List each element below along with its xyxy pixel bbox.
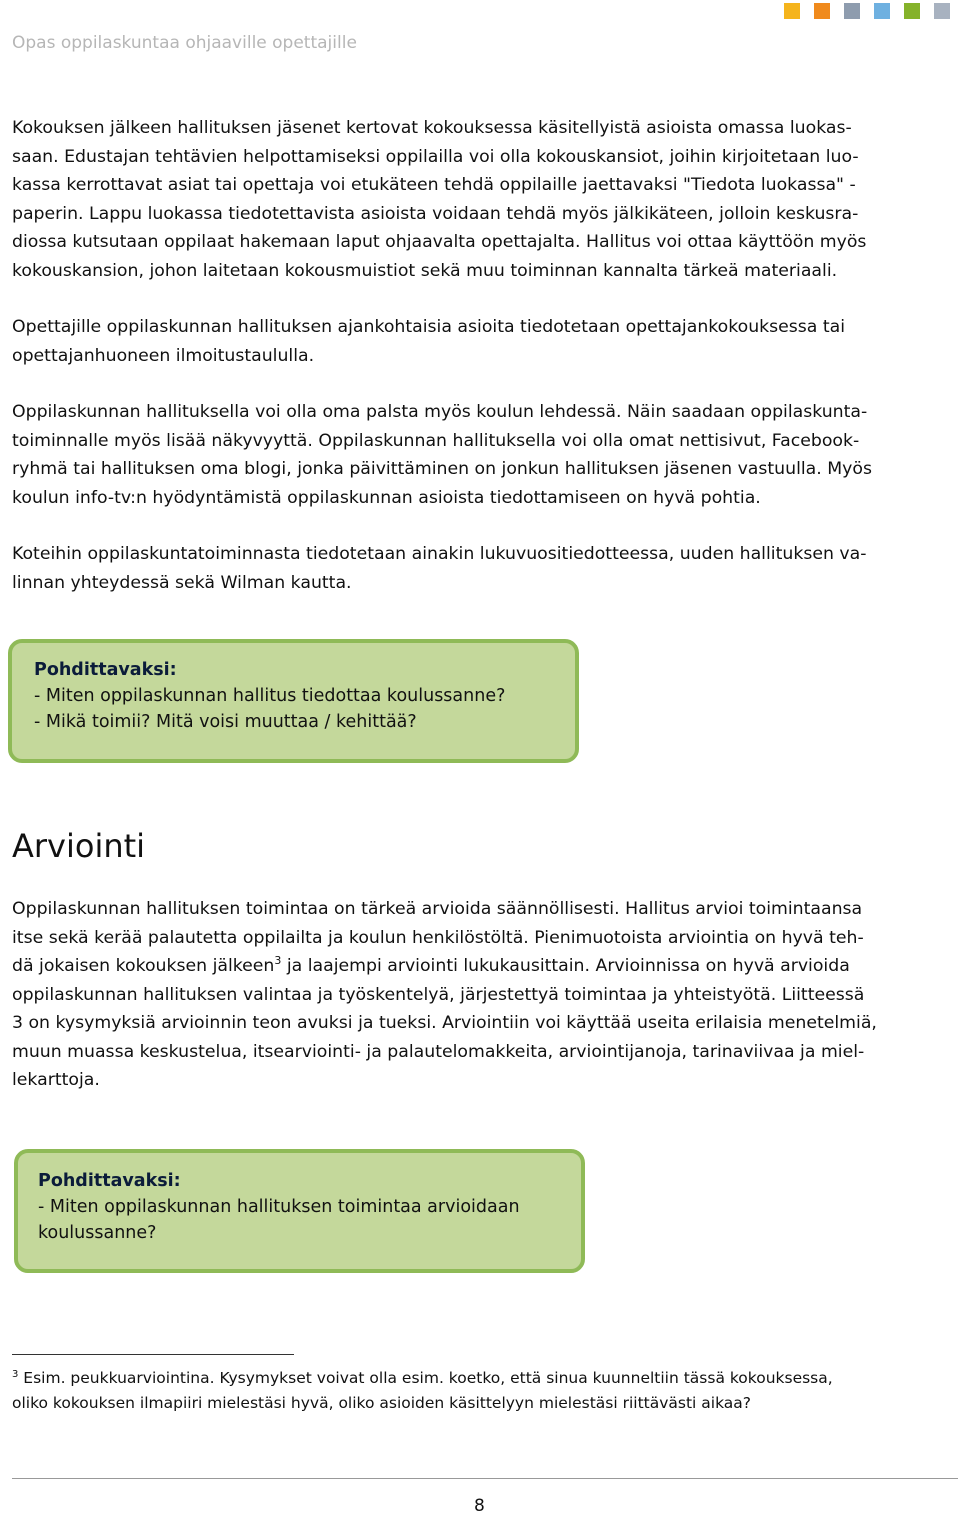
reflection-question: - Mikä toimii? Mitä voisi muuttaa / kehittää? — [34, 712, 417, 732]
reflection-box-evaluation — [14, 1149, 585, 1273]
section-heading: Arviointi — [12, 827, 146, 865]
footnote-line: oliko kokouksen ilmapiiri mielestäsi hyvä, oliko asioiden käsittelyyn mielestäsi riittävästi aikaa? — [12, 1394, 752, 1412]
text-line: toiminnalle myös lisää näkyvyyttä. Oppilaskunnan hallituksella voi olla omat nettisivut, Facebook- — [12, 430, 860, 451]
paragraph-school-media — [12, 398, 950, 512]
text-segment: dä jokaisen kokouksen jälkeen — [12, 956, 275, 976]
footnote-reference[interactable]: 3 — [274, 954, 282, 968]
reflection-question: koulussanne? — [38, 1223, 157, 1243]
text-line: Koteihin oppilaskuntatoiminnasta tiedotetaan ainakin lukuvuositiedotteessa, uuden hallituksen va- — [12, 544, 867, 564]
text-line: Opettajille oppilaskunnan hallituksen ajankohtaisia asioita tiedotetaan opettajankokouksessa tai — [12, 317, 846, 337]
green-square — [904, 3, 920, 19]
text-line: opettajanhuoneen ilmoitustaululla. — [12, 345, 315, 366]
text-line: oppilaskunnan hallituksen valintaa ja työskentelyä, järjestettyä toimintaa ja yhteistyötä. Liitteessä — [12, 984, 865, 1005]
paragraph-homes-info — [12, 540, 950, 597]
text-line: linnan yhteydessä sekä Wilman kautta. — [12, 572, 352, 593]
paragraph-teachers-info — [12, 313, 950, 370]
reflection-box-title: Pohdittavaksi: — [34, 660, 177, 680]
page-number: 8 — [474, 1496, 485, 1516]
gray-square — [844, 3, 860, 19]
header-color-squares — [784, 3, 950, 19]
reflection-box-communication — [8, 639, 579, 763]
reflection-box-title: Pohdittavaksi: — [38, 1171, 181, 1191]
text-line: koulun info-tv:n hyödyntämistä oppilaskunnan asioista tiedottamiseen on hyvä pohtia. — [12, 487, 761, 508]
text-line: Kokouksen jälkeen hallituksen jäsenet kertovat kokouksessa käsitellyistä asioista omassa luokas- — [12, 118, 852, 138]
text-line: ryhmä tai hallituksen oma blogi, jonka päivittäminen on jonkun hallituksen jäsenen vastuulla. Myös — [12, 459, 872, 479]
text-line: kokouskansion, johon laitetaan kokousmuistiot sekä muu toiminnan kannalta tärkeä materiaali. — [12, 260, 838, 281]
text-line: muun muassa keskustelua, itsearviointi- ja palautelomakkeita, arviointijanoja, tarinaviivaa ja miel- — [12, 1041, 865, 1062]
text-line: Oppilaskunnan hallituksen toimintaa on tärkeä arvioida säännöllisesti. Hallitus arvioi toimintaansa — [12, 899, 863, 919]
text-line: 3 on kysymyksiä arvioinnin teon avuksi ja tueksi. Arviointiin voi käyttää useita erilaisia menetelmiä, — [12, 1013, 877, 1033]
footnote-marker: 3 — [12, 1368, 19, 1380]
yellow-square — [784, 3, 800, 19]
footer-rule — [12, 1478, 958, 1479]
text-segment: ja laajempi arviointi lukukausittain. Arvioinnissa on hyvä arvioida — [281, 956, 850, 976]
paragraph-evaluation — [12, 895, 950, 1095]
footnote — [12, 1366, 942, 1416]
document-header-title: Opas oppilaskuntaa ohjaaville opettajille — [12, 33, 357, 53]
text-line: kassa kerrottavat asiat tai opettaja voi etukäteen tehdä oppilaille jaettavaksi "Tiedota luokassa" - — [12, 175, 856, 195]
orange-square — [814, 3, 830, 19]
footnote-separator — [12, 1354, 294, 1355]
footnote-line — [12, 1366, 942, 1391]
text-line: paperin. Lappu luokassa tiedotettavista asioista voidaan tehdä myös jälkikäteen, jolloin keskusra- — [12, 203, 859, 224]
text-line: saan. Edustajan tehtävien helpottamiseksi oppilailla voi olla kokouskansiot, joihin kirjoitetaan luo- — [12, 146, 859, 167]
slate-square — [934, 3, 950, 19]
text-line: itse sekä kerää palautetta oppilailta ja koulun henkilöstöltä. Pienimuotoista arviointia on hyvä teh- — [12, 927, 864, 948]
reflection-question: - Miten oppilaskunnan hallitus tiedottaa koulussanne? — [34, 686, 506, 706]
reflection-question: - Miten oppilaskunnan hallituksen toimintaa arvioidaan — [38, 1197, 520, 1217]
text-line: diossa kutsutaan oppilaat hakemaan laput ohjaavalta opettajalta. Hallitus voi ottaa käyttöön myös — [12, 232, 867, 252]
text-line-with-footnote — [12, 952, 950, 981]
text-line: lekarttoja. — [12, 1070, 100, 1090]
footnote-text: Esim. peukkuarviointina. Kysymykset voivat olla esim. koetko, että sinua kuunneltiin tässä kokouksessa, — [18, 1369, 833, 1387]
paragraph-meeting-reporting — [12, 114, 950, 285]
blue-square — [874, 3, 890, 19]
text-line: Oppilaskunnan hallituksella voi olla oma palsta myös koulun lehdessä. Näin saadaan oppilaskunta- — [12, 402, 868, 422]
